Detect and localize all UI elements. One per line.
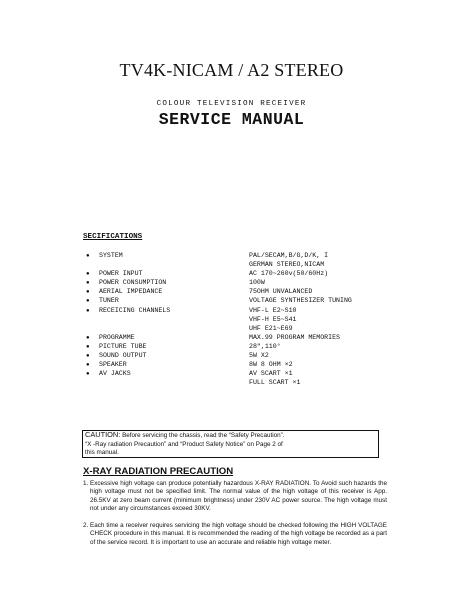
specifications-list	[86, 251, 396, 387]
spec-label: AERIAL IMPEDANCE	[99, 288, 163, 296]
item-text: Each time a receiver requires servicing the high voltage should be checked following the HIGH VOLTAGE CHECK procedure in this manual. It is recommended the reading of the high voltage be recorded as a part of the service record. It is important to use an accurate and reliable high voltage meter.	[90, 522, 387, 546]
document-subtitle: COLOUR TELEVISION RECEIVER	[156, 100, 307, 108]
spec-value: VHF-H E5~S41	[249, 315, 297, 323]
spec-row	[86, 269, 396, 278]
spec-label	[99, 324, 249, 333]
spec-row	[86, 342, 396, 351]
bullet-icon: ●	[86, 370, 90, 378]
spec-row	[86, 333, 396, 342]
spec-label: SPEAKER	[99, 361, 127, 369]
bullet-icon: ●	[86, 279, 90, 287]
spec-row	[86, 360, 396, 369]
spec-label	[99, 378, 249, 387]
spec-value: MAX.99 PROGRAM MEMORIES	[249, 333, 341, 341]
spec-label	[99, 315, 249, 324]
spec-value: GERMAN STEREO,NICAM	[249, 261, 325, 269]
bullet-icon: ●	[86, 297, 90, 305]
document-title: TV4K-NICAM / A2 STEREO	[119, 60, 344, 80]
spec-row	[86, 324, 396, 333]
spec-row	[86, 260, 396, 269]
spec-label: SYSTEM	[99, 252, 123, 259]
spec-row	[86, 296, 396, 305]
item-number: 1.	[83, 480, 89, 487]
spec-row	[86, 369, 396, 378]
spec-value: 28",110°	[249, 342, 281, 350]
caution-box	[82, 430, 379, 458]
spec-value: AC 170~260v(50/60Hz)	[249, 270, 329, 278]
spec-label: TUNER	[99, 297, 119, 305]
spec-value: AV SCART ×1	[249, 370, 293, 378]
spec-value: 75OHM UNVALANCED	[249, 288, 313, 296]
spec-label: PICTURE TUBE	[99, 342, 147, 350]
spec-value: UHF E21~E69	[249, 324, 293, 332]
xray-item	[83, 522, 387, 547]
spec-value: 8W 8 OHM ×2	[249, 361, 293, 369]
spec-row	[86, 351, 396, 360]
bullet-icon: ●	[86, 252, 90, 259]
bullet-icon: ●	[86, 270, 90, 278]
spec-value: VHF-L E2~S10	[249, 306, 297, 314]
bullet-icon: ●	[86, 333, 90, 341]
spec-label: PROGRAMME	[99, 333, 135, 341]
spec-row	[86, 315, 396, 324]
xray-item	[83, 480, 387, 513]
item-text: Excessive high voltage can produce potentially hazardous X-RAY RADIATION. To Avoid such hazards the high voltage must not be specified limit. The normal value of the high voltage of this receiver is App. 26.5KV at zero beam current (minimum brightness) under 230V AC power source. The high voltage must not under any circumstances exceed 30KV.	[90, 480, 387, 512]
spec-row	[86, 251, 396, 260]
spec-value: 100W	[249, 279, 265, 287]
caution-line: “X -Ray radiation Precaution” and “Product Safety Notice” on Page 2 of	[85, 440, 283, 448]
spec-value: FULL SCART ×1	[249, 379, 301, 387]
bullet-icon: ●	[86, 288, 90, 296]
specifications-heading: SECIFICATIONS	[83, 233, 143, 241]
spec-value: VOLTAGE SYNTHESIZER TUNING	[249, 297, 352, 305]
spec-label: POWER CONSUMPTION	[99, 279, 167, 287]
bullet-icon: ●	[86, 342, 90, 350]
item-number: 2.	[83, 522, 89, 529]
bullet-icon: ●	[86, 361, 90, 369]
spec-label: SOUND OUTPUT	[99, 352, 147, 360]
caution-line: this manual.	[85, 449, 119, 457]
spec-row	[86, 278, 396, 287]
caution-label: CAUTION:	[85, 430, 121, 439]
spec-value: PAL/SECAM,B/G,D/K, I	[249, 252, 329, 259]
spec-label	[99, 260, 249, 269]
spec-label: POWER INPUT	[99, 270, 143, 278]
xray-heading: X-RAY RADIATION PRECAUTION	[83, 466, 234, 477]
spec-value: 5W X2	[249, 352, 269, 360]
spec-row	[86, 306, 396, 315]
service-manual-heading: SERVICE MANUAL	[158, 110, 305, 129]
bullet-icon: ●	[86, 306, 90, 314]
spec-label: RECEICING CHANNELS	[99, 306, 171, 314]
spec-row	[86, 378, 396, 387]
spec-row	[86, 287, 396, 296]
bullet-icon: ●	[86, 352, 90, 360]
caution-line: Before servicing the chassis, read the “Safety Precaution”.	[122, 432, 285, 439]
spec-label: AV JACKS	[99, 370, 131, 378]
